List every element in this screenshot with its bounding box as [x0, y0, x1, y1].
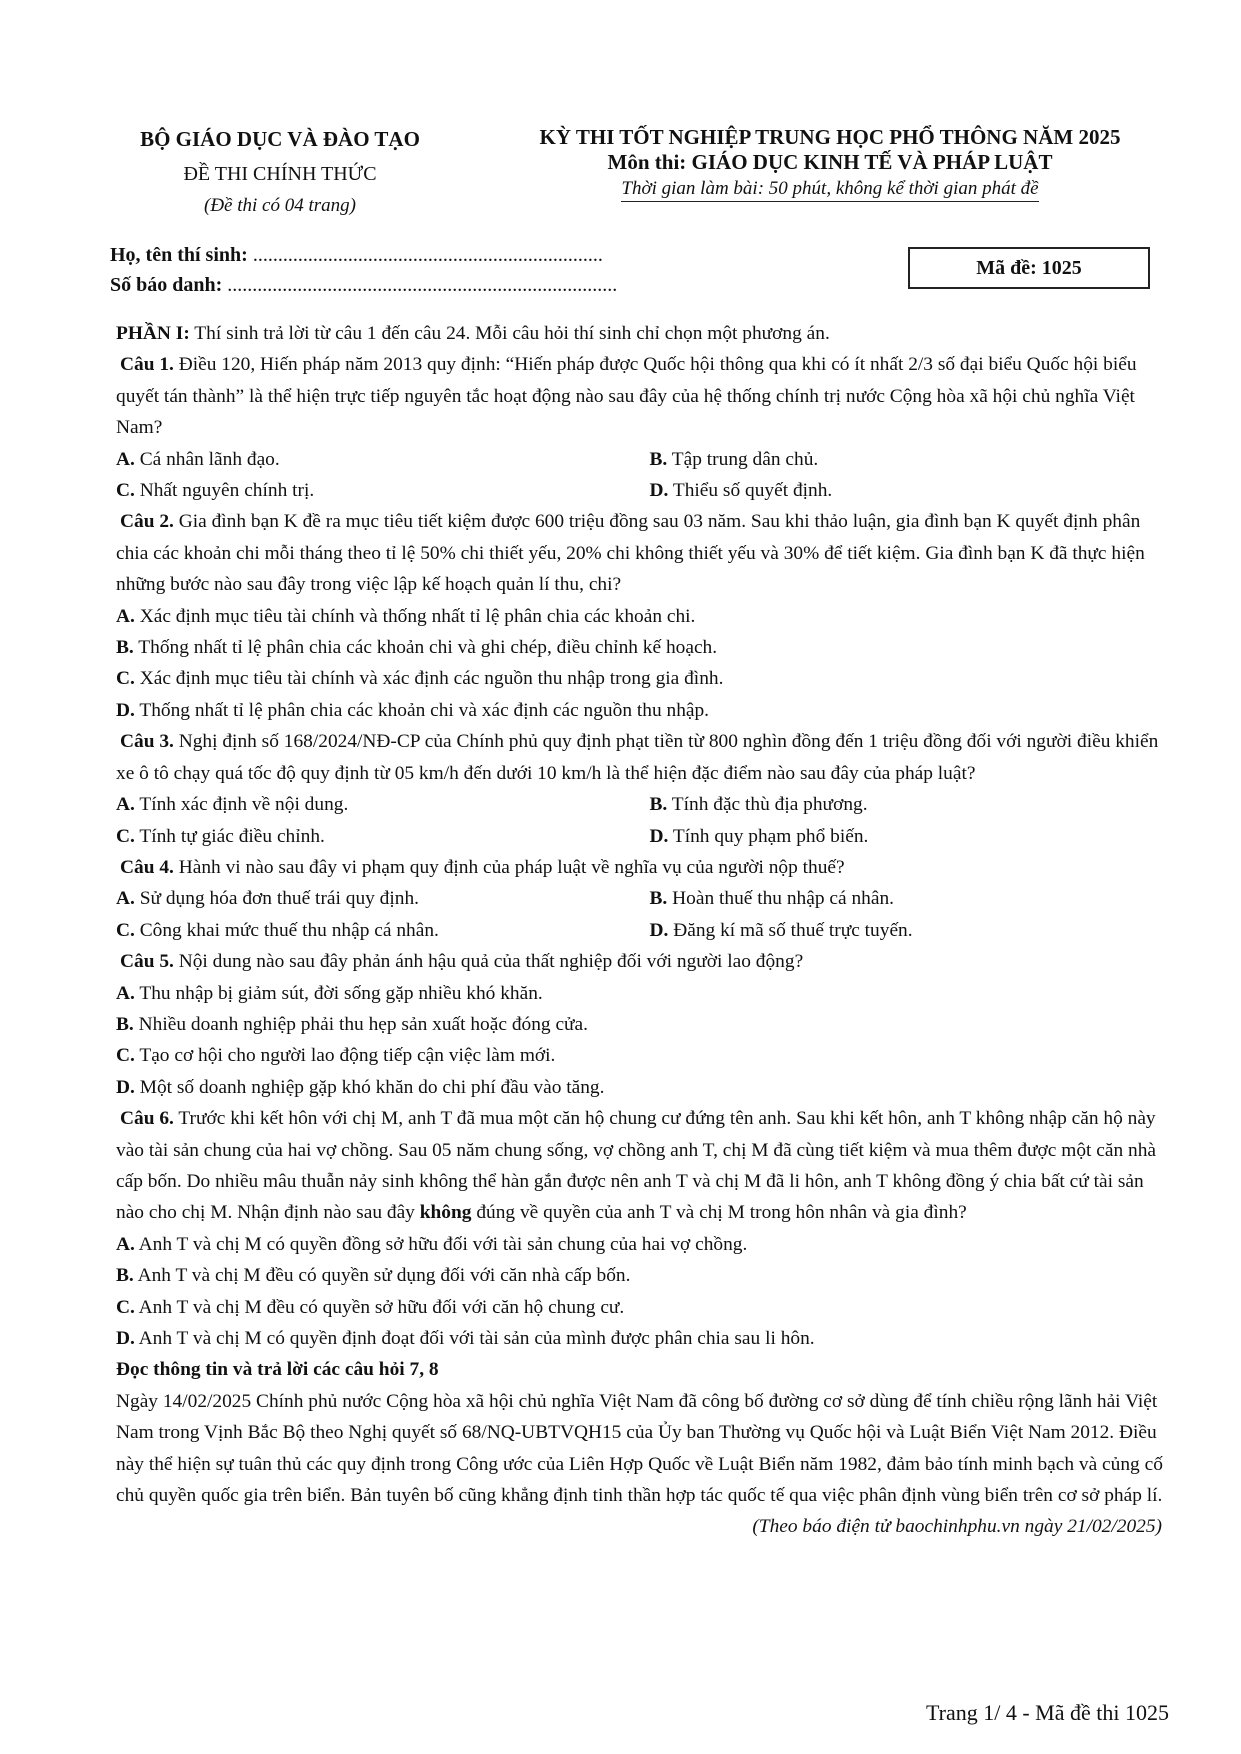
time-note: Thời gian làm bài: 50 phút, không kể thời gian phát đề: [480, 174, 1180, 204]
question-2-label: Câu 2.: [120, 511, 174, 533]
question-4-options-cd: [116, 915, 1176, 946]
question-6-label: Câu 6.: [120, 1108, 174, 1130]
official-label: ĐỀ THI CHÍNH THỨC: [183, 163, 377, 185]
question-3-option-a: A. Tính xác định về nội dung.: [116, 794, 349, 816]
reading-title: Đọc thông tin và trả lời các câu hỏi 7, 8: [116, 1359, 439, 1381]
pages-note: (Đề thi có 04 trang): [204, 195, 356, 216]
candidate-name-label: Họ, tên thí sinh:: [110, 244, 248, 266]
question-3-text: Nghị định số 168/2024/NĐ-CP của Chính phủ quy định phạt tiền từ 800 nghìn đồng đến 1 triệu đồng đối với người điều khiển xe ô tô chạy quá tốc độ quy định từ 05 km/h đến dưới 10 km/h là thể hiện đặc điểm nào sau đây của pháp luật?: [116, 731, 1159, 784]
question-2-text: Gia đình bạn K đề ra mục tiêu tiết kiệm được 600 triệu đồng sau 03 năm. Sau khi thảo luận, gia đình bạn K quyết định phân chia các khoản chi mỗi tháng theo tỉ lệ 50% chi thiết yếu, 20% chi không thiết yếu và 30% để tiết kiệm. Gia đình bạn K đã thực hiện những bước nào sau đây trong việc lập kế hoạch quản lí thu, chi?: [116, 511, 1145, 596]
question-4-options-ab: [116, 883, 1176, 914]
exam-content: [116, 318, 1176, 1543]
part1-instruction: PHẦN I: Thí sinh trả lời từ câu 1 đến câu 24. Mỗi câu hỏi thí sinh chỉ chọn một phương án.: [116, 323, 830, 344]
question-1-label: Câu 1.: [120, 354, 174, 376]
header-left: [110, 124, 450, 222]
question-6-option-a: A. Anh T và chị M có quyền đồng sở hữu đối với tài sản chung của hai vợ chồng.: [116, 1233, 748, 1255]
question-3-option-c: C. Tính tự giác điều chỉnh.: [116, 825, 325, 847]
question-2-option-a: A. Xác định mục tiêu tài chính và thống nhất tỉ lệ phân chia các khoản chi.: [116, 605, 696, 627]
question-1-text: Điều 120, Hiến pháp năm 2013 quy định: “Hiến pháp được Quốc hội thông qua khi có ít nhất 2/3 số đại biểu Quốc hội biểu quyết tán thành” là thể hiện trực tiếp nguyên tắc hoạt động nào sau đây của hệ thống chính trị nước Cộng hòa xã hội chủ nghĩa Việt Nam?: [116, 354, 1137, 439]
question-5-option-c: C. Tạo cơ hội cho người lao động tiếp cận việc làm mới.: [116, 1045, 556, 1067]
question-3-options-cd: [116, 821, 1176, 852]
question-4-option-a: A. Sử dụng hóa đơn thuế trái quy định.: [116, 888, 419, 910]
question-1-option-b: B. Tập trung dân chủ.: [649, 448, 819, 470]
question-1-option-c: C. Nhất nguyên chính trị.: [116, 480, 315, 502]
question-2-option-c: C. Xác định mục tiêu tài chính và xác định các nguồn thu nhập trong gia đình.: [116, 668, 724, 690]
question-4-text: Hành vi nào sau đây vi phạm quy định của pháp luật về nghĩa vụ của người nộp thuế?: [178, 856, 845, 878]
question-5-option-b: B. Nhiều doanh nghiệp phải thu hẹp sản xuất hoặc đóng cửa.: [116, 1013, 589, 1035]
question-2-option-b: B. Thống nhất tỉ lệ phân chia các khoản chi và ghi chép, điều chỉnh kế hoạch.: [116, 637, 718, 659]
subject-title: Môn thi: GIÁO DỤC KINH TẾ VÀ PHÁP LUẬT: [607, 150, 1053, 174]
question-3-label: Câu 3.: [120, 731, 174, 753]
question-6-option-b: B. Anh T và chị M đều có quyền sử dụng đối với căn nhà cấp bốn.: [116, 1265, 631, 1287]
question-5: [116, 946, 1176, 977]
question-4-option-d: D. Đăng kí mã số thuế trực tuyến.: [649, 919, 913, 941]
question-3: [116, 726, 1176, 789]
page-footer: Trang 1/ 4 - Mã đề thi 1025: [925, 1700, 1169, 1725]
header-right: [480, 124, 1180, 204]
reading-source: (Theo báo điện tử baochinhphu.vn ngày 21/02/2025): [752, 1516, 1162, 1538]
question-5-label: Câu 5.: [120, 951, 174, 973]
question-6-emphasis: không: [419, 1202, 472, 1224]
question-6-option-d: D. Anh T và chị M có quyền định đoạt đối với tài sản của mình được phân chia sau li hôn.: [116, 1328, 815, 1349]
exam-title: KỲ THI TỐT NGHIỆP TRUNG HỌC PHỔ THÔNG NĂM 2025: [539, 125, 1121, 149]
question-3-option-b: B. Tính đặc thù địa phương.: [649, 794, 868, 816]
question-1-options-cd: [116, 475, 1176, 506]
candidate-name-row: [110, 240, 617, 270]
candidate-id-label: Số báo danh:: [110, 274, 223, 296]
question-6-text-a: Trước khi kết hôn với chị M, anh T đã mua một căn hộ chung cư đứng tên anh. Sau khi kết hôn, anh T không nhập căn hộ này vào tài sản chung của hai vợ chồng. Sau 05 năm chung sống, vợ chồng anh T, chị M đã cùng tiết kiệm và mua thêm được một căn nhà cấp bốn. Do nhiều mâu thuẫn nảy sinh không thể hàn gắn được nên anh T và chị M đã li hôn, anh T không đồng ý chia bất cứ tài sản nào cho chị M. Nhận định nào sau đây: [116, 1108, 1157, 1224]
question-5-option-d: D. Một số doanh nghiệp gặp khó khăn do chi phí đầu vào tăng.: [116, 1076, 605, 1098]
candidate-name-field: ......................................................................: [252, 244, 603, 266]
ministry-name: BỘ GIÁO DỤC VÀ ĐÀO TẠO: [140, 127, 420, 151]
question-6: [116, 1103, 1176, 1229]
question-3-option-d: D. Tính quy phạm phổ biến.: [649, 825, 869, 847]
candidate-id-row: [110, 270, 617, 300]
reading-passage: Ngày 14/02/2025 Chính phủ nước Cộng hòa xã hội chủ nghĩa Việt Nam đã công bố đường cơ sở dùng để tính chiều rộng lãnh hải Việt Nam trong Vịnh Bắc Bộ theo Nghị quyết số 68/NQ-UBTVQH15 của Ủy ban Thường vụ Quốc hội và Luật Biển Việt Nam 2012. Điều này thể hiện sự tuân thủ các quy định trong Công ước của Liên Hợp Quốc về Luật Biển năm 1982, đảm bảo tính minh bạch và củng cố chủ quyền quốc gia trên biển. Bản tuyên bố cũng khẳng định tinh thần hợp tác quốc tế qua việc phân định vùng biển trên cơ sở pháp lí.: [116, 1390, 1163, 1507]
question-1: [116, 349, 1176, 443]
question-1-options-ab: [116, 444, 1176, 475]
question-4-option-b: B. Hoàn thuế thu nhập cá nhân.: [649, 888, 894, 910]
question-4: [116, 852, 1176, 883]
question-5-option-a: A. Thu nhập bị giảm sút, đời sống gặp nhiều khó khăn.: [116, 982, 543, 1004]
candidate-id-field: ..............................................................................: [227, 274, 618, 296]
exam-code-box: Mã đề: 1025: [908, 247, 1150, 289]
question-1-option-d: D. Thiểu số quyết định.: [649, 480, 833, 502]
question-1-option-a: A. Cá nhân lãnh đạo.: [116, 448, 280, 470]
question-4-option-c: C. Công khai mức thuế thu nhập cá nhân.: [116, 919, 439, 941]
question-4-label: Câu 4.: [120, 856, 174, 878]
question-6-text-b: đúng về quyền của anh T và chị M trong hôn nhân và gia đình?: [476, 1202, 967, 1224]
question-6-option-c: C. Anh T và chị M đều có quyền sở hữu đối với căn hộ chung cư.: [116, 1296, 625, 1318]
question-2: [116, 506, 1176, 600]
question-2-option-d: D. Thống nhất tỉ lệ phân chia các khoản chi và xác định các nguồn thu nhập.: [116, 699, 710, 721]
question-5-text: Nội dung nào sau đây phản ánh hậu quả của thất nghiệp đối với người lao động?: [178, 951, 804, 973]
part1-label: PHẦN I:: [116, 323, 190, 344]
candidate-info: [110, 240, 617, 300]
question-3-options-ab: [116, 789, 1176, 820]
